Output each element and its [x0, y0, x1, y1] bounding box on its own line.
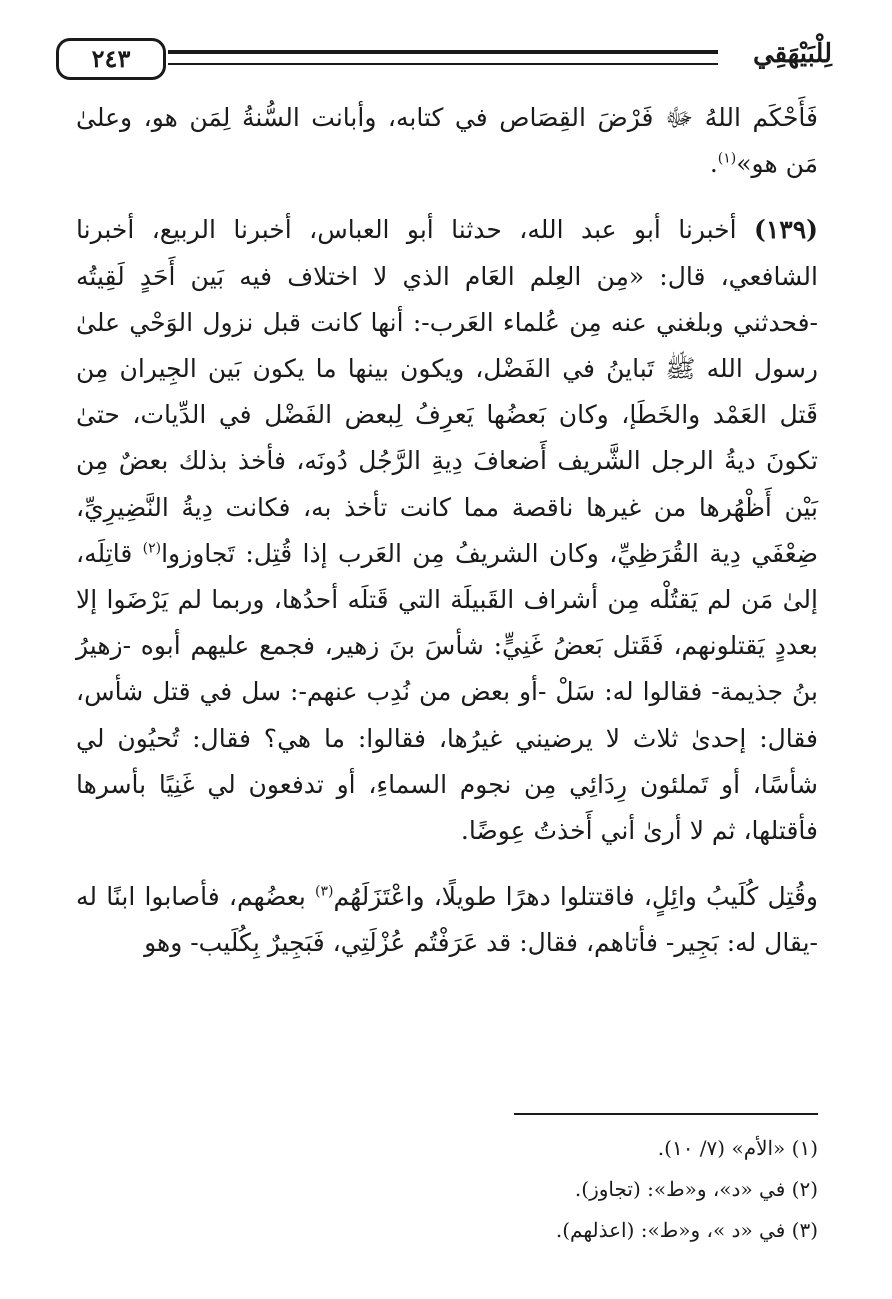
footnote-ref-3: (٣)	[315, 883, 334, 900]
footnote-2: (٢) في «د»، و«ط»: (تجاوز).	[574, 1177, 818, 1201]
page-header	[52, 28, 842, 84]
footnote-3: (٣) في «د »، و«ط»: (اعذلهم).	[555, 1218, 818, 1242]
header-rule	[168, 50, 718, 65]
running-title: لِلْبَيْهَقِي	[752, 39, 832, 69]
footnote-separator	[514, 1113, 818, 1115]
main-text	[76, 95, 818, 967]
footnote-1: (١) «الأم» (٧/ ١٠).	[657, 1136, 818, 1160]
paragraph-1-text-b: .	[709, 149, 718, 179]
footnote-ref-2: (٢)	[142, 540, 162, 557]
page-number: ٢٤٣	[56, 38, 166, 80]
hadith-number: (١٣٩)	[754, 215, 818, 245]
paragraph-2	[76, 207, 818, 854]
paragraph-3-text-b: بعضُهم، فأصابوا ابنًا له -يقال له: بَجِير- فأتاهم، فقال: قد عَرَفْتُم عُزْلَتِي، فَبَجِيرٌ بِكُلَيب- وهو	[76, 882, 818, 958]
paragraph-2-text-b: قاتِلَه، إلىٰ مَن لم يَقتُلْه مِن أشراف القَبيلَة التي قَتلَه أحدُها، وربما لم يَرْضَوا إلا بعددٍ يَقتلونهم، فَقَتل بَعضُ غَنِيٍّ: شأسَ بنَ زهير، فجمع عليهم أبوه -زهيرُ بنُ جذيمة- فقالوا له: سَلْ -أو بعض من نُدِب عنهم-: سل في قتل شأس، فقال: إحدىٰ ثلاث لا يرضيني غيرُها، فقالوا: ما هي؟ فقال: تُحيُون لي شأسًا، أو تَملئون رِدَائِي مِن نجوم السماءِ، أو تدفعون لي غَنِيًا بأسرها فأقتلها، ثم لا أرىٰ أني أَخذتُ عِوضًا.	[76, 538, 818, 846]
paragraph-1-text-a: فَأَحْكَم اللهُ ﷻ فَرْضَ القِصَاص في كتابه، وأبانت السُّنةُ لِمَن هو، وعلىٰ مَن هو»	[76, 103, 818, 179]
footnote-ref-1: (١)	[717, 150, 737, 167]
paragraph-2-text-a: أخبرنا أبو عبد الله، حدثنا أبو العباس، أخبرنا الربيع، أخبرنا الشافعي، قال: «مِن العِلم العَام الذي لا اختلاف فيه بَين أَحَدٍ لَقِيتُه -فحدثني وبلغني عنه مِن عُلماء العَرب-: أنها كانت قبل نزول الوَحْي علىٰ رسول الله ﷺ تَباينُ في الفَضْل، ويكون بينها ما يكون بَين الجِيران مِن قَتل العَمْد والخَطَإ، وكان بَعضُها يَعرِفُ لِبعض الفَضْل في الدِّيات، حتىٰ تكونَ ديةُ الرجل الشَّريف أَضعافَ دِيةِ الرَّجُل دُونَه، فأخذ بذلك بعضٌ مِن بَيْن أَظْهُرها من غيرها ناقصة مما كانت تأخذ به، فكانت دِيةُ النَّضِيرِيِّ، ضِعْفَي دِية القُرَظِيِّ، وكان الشريفُ مِن العَرب إذا قُتِل: تَجاوزوا	[76, 215, 818, 568]
paragraph-1	[76, 95, 818, 187]
paragraph-3-text-a: وقُتِل كُلَيبُ وائِلٍ، فاقتتلوا دهرًا طويلًا، واعْتَزَلَهُم	[333, 882, 818, 912]
paragraph-3	[76, 874, 818, 966]
footnotes	[76, 1128, 818, 1251]
